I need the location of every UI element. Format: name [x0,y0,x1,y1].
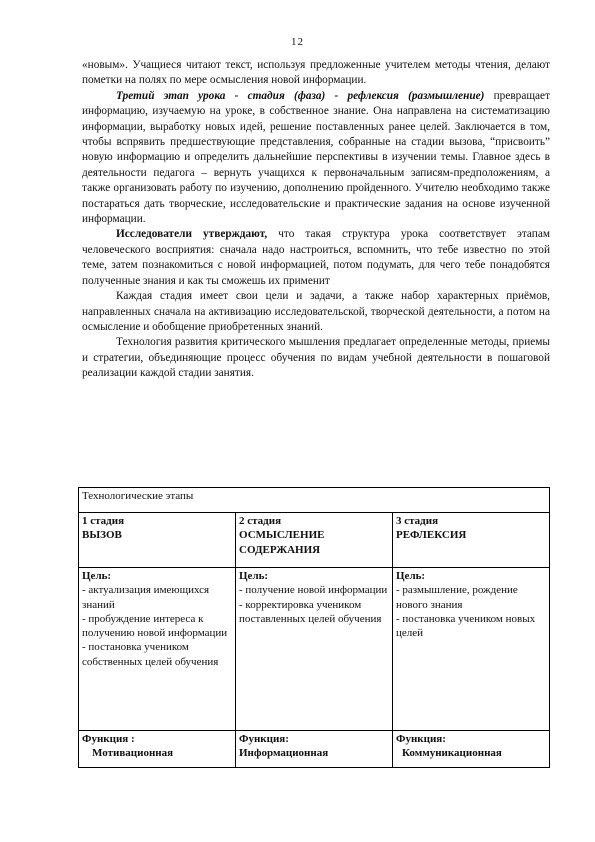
goal-item: - получение новой информации [239,584,388,597]
goal-label: Цель: [82,570,112,582]
function-value: Коммуникационная [402,747,502,760]
stage-cell-2 [236,513,393,568]
stage-cell-3 [393,513,550,568]
paragraph-5: Технология развития критического мышления предлагает определенные методы, приемы и стратегии, объединяющие процесс обучения по видам учебной деятельности в пошаговой реализации каждой стадии занятия. [82,336,550,380]
stage-name: ВЫЗОВ [82,529,122,542]
goal-label: Цель: [396,570,426,582]
function-label: Функция : [82,733,135,745]
paragraph-1: «новым». Учащиеся читают текст, используя предложенные учителем методы чтения, делают пометки на полях по мере осмысления новой информации. [82,59,550,87]
stage-number: 1 стадия [82,515,125,527]
table-header: Технологические этапы [79,488,550,513]
researchers-lead: Исследователи утверждают, [116,228,268,241]
goal-item: - постановка учеником собственных целей обучения [82,641,219,668]
stage-cell-1 [79,513,236,568]
goal-item: - актуализация имеющихся знаний [82,584,210,611]
goal-cell-3 [393,568,550,731]
function-label: Функция: [396,733,446,745]
paragraph-4: Каждая стадия имеет свои цели и задачи, а также набор характерных приёмов, направленных сначала на активизацию исследовательской, творческой деятельности, а потом на осмысление и обобщение приобретенных знаний. [82,290,550,333]
goal-item: - размышление, рождение нового знания [396,584,518,611]
paragraph-2-text: превращает информацию, изучаемую на уроке, в собственное знание. Она направлена на систематизацию информации, выработку новых идей, решение поставленных ранее целей. Заключается в том, чтобы вспрявить предшествующие представления, собранные на стадии вызова, “присвоить” новую информацию и определить дальнейшие перспективы в изучении темы. Главное здесь в деятельности педагога – вернуть учащихся к первоначальным записям-предположениям, а также организовать работу по изучению, дополнению пройденного. Учителю необходимо также постараться дать творческие, исследовательские и практические задания на основе изученной информации. [82,89,551,226]
goal-item: - постановка учеником новых целей [396,612,536,640]
paragraph-3-text: что такая структура урока соответствует этапам человеческого восприятия: сначала надо настроиться, вспомнить, что тебе известно по этой теме, затем познакомиться с новой информацией, потом подумать, для чего тебе понадобятся полученные знания и как ты сможешь их применит [82,228,551,287]
page-number: 12 [291,36,304,48]
function-cell-2 [236,731,393,768]
stage-three-title: Третий этап урока - стадия (фаза) - рефлексия (размышление) [116,89,485,102]
goal-cell-1 [79,568,236,731]
stage-name: РЕФЛЕКСИЯ [396,529,467,542]
function-label: Функция: [239,733,289,745]
function-value: Информационная [239,747,329,760]
function-cell-3 [393,731,550,768]
goal-label: Цель: [239,570,269,582]
stages-table [78,487,550,768]
goal-item: - корректировка учеником поставленных целей обучения [239,598,382,625]
stage-number: 3 стадия [396,515,439,527]
stage-name: ОСМЫСЛЕНИЕ СОДЕРЖАНИЯ [239,529,325,556]
function-value: Мотивационная [92,747,174,760]
paragraph-3 [82,227,550,289]
goal-cell-2 [236,568,393,731]
body-text [82,58,550,382]
goal-item: - пробуждение интереса к получению новой информации [82,612,228,640]
function-cell-1 [79,731,236,768]
stage-number: 2 стадия [239,515,282,527]
paragraph-2 [82,89,550,228]
